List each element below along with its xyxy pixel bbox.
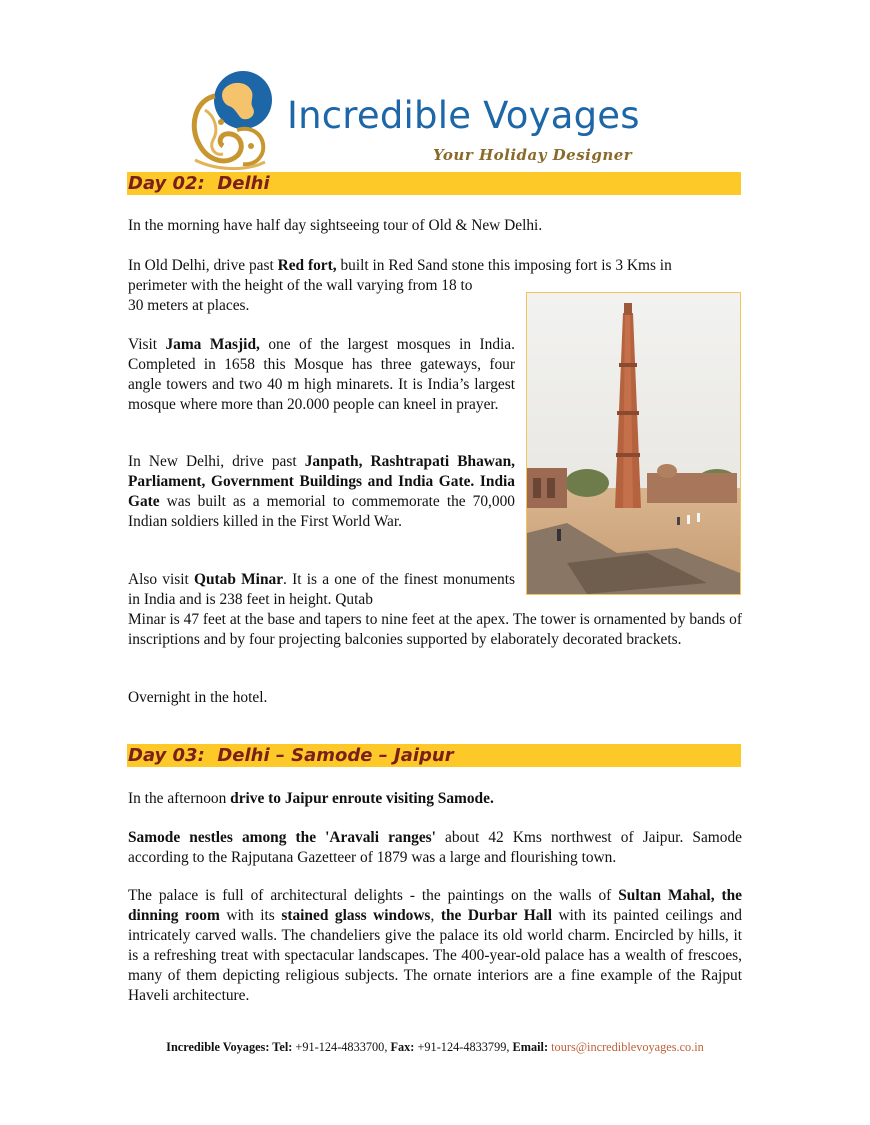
paragraph-text: perimeter with the height of the wall varying from 18 to [128, 277, 473, 294]
day-02-paragraph-5 [128, 570, 515, 610]
brand-tagline: Your Holiday Designer [433, 146, 633, 164]
page-footer [0, 1040, 870, 1055]
footer-company-label: Incredible Voyages: Tel: [166, 1040, 293, 1054]
day-03-paragraph-1 [128, 789, 742, 809]
footer-email-link[interactable]: tours@incrediblevoyages.co.in [548, 1040, 704, 1054]
logo-emblem-icon [185, 70, 280, 172]
day-02-paragraph-1 [128, 216, 742, 236]
paragraph-text: Minar is 47 feet at the base and tapers to nine feet at the apex. The tower is ornamented by bands of inscriptions and by four projecting balconies supported by elaborately decorated brackets. [128, 611, 742, 648]
footer-fax: +91-124-4833799, [414, 1040, 513, 1054]
paragraph-text: In Old Delhi, drive past Red fort, built in Red Sand stone this imposing fort is 3 Kms in [128, 257, 672, 274]
day-02-paragraph-6 [128, 688, 742, 708]
paragraph-text: Samode nestles among the 'Aravali ranges' about 42 Kms northwest of Jaipur. Samode according to the Rajputana Gazetteer of 1879 was a large and flourishing town. [128, 829, 742, 866]
paragraph-text: In New Delhi, drive past Janpath, Rashtrapati Bhawan, Parliament, Government Buildings and India Gate. India Gate was built as a memorial to commemorate the 70,000 Indian soldiers killed in the First World War. [128, 453, 515, 530]
day-02-header [127, 172, 741, 195]
day-02-paragraph-3 [128, 335, 515, 415]
day-02-paragraph-5-cont [128, 610, 742, 650]
day-02-paragraph-4 [128, 452, 515, 532]
qutab-minar-photo [526, 292, 741, 595]
paragraph-text: Visit Jama Masjid, one of the largest mosques in India. Completed in 1658 this Mosque has three gateways, four angle towers and two 40 m high minarets. It is India’s largest mosque where more than 20.000 people can kneel in prayer. [128, 336, 515, 413]
paragraph-text: Overnight in the hotel. [128, 689, 268, 706]
brand-name: Incredible Voyages [287, 94, 640, 137]
paragraph-text: The palace is full of architectural delights - the paintings on the walls of Sultan Mahal, the dinning room with its stained glass windows, the Durbar Hall with its painted ceilings and intricately carved walls. The chandeliers give the palace its old world charm. Encircled by hills, it is a refreshing treat with spectacular landscapes. The 400-year-old palace has a wealth of frescoes, many of them depicting religious subjects. The ornate interiors are a fine example of the Rajput Haveli architecture. [128, 887, 743, 1004]
footer-fax-label: Fax: [390, 1040, 415, 1054]
day-03-title: Day 03: Delhi – Samode – Jaipur [128, 745, 454, 766]
footer-tel: +91-124-4833700, [292, 1040, 391, 1054]
paragraph-text: In the afternoon drive to Jaipur enroute visiting Samode. [128, 790, 494, 807]
footer-email-label: Email: [512, 1040, 549, 1054]
day-02-paragraph-2 [128, 256, 742, 276]
day-03-paragraph-3 [128, 886, 742, 1005]
day-03-paragraph-2 [128, 828, 742, 868]
paragraph-text: Also visit Qutab Minar. It is a one of the finest monuments in India and is 238 feet in height. Qutab [128, 571, 515, 608]
qutab-minar-illustration-icon [527, 293, 740, 594]
day-02-title: Day 02: Delhi [128, 173, 270, 194]
company-logo [185, 70, 685, 175]
paragraph-text: In the morning have half day sightseeing tour of Old & New Delhi. [128, 217, 543, 234]
paragraph-text: 30 meters at places. [128, 296, 250, 314]
day-02-paragraph-2-cont [128, 276, 515, 316]
day-03-header [127, 744, 741, 767]
